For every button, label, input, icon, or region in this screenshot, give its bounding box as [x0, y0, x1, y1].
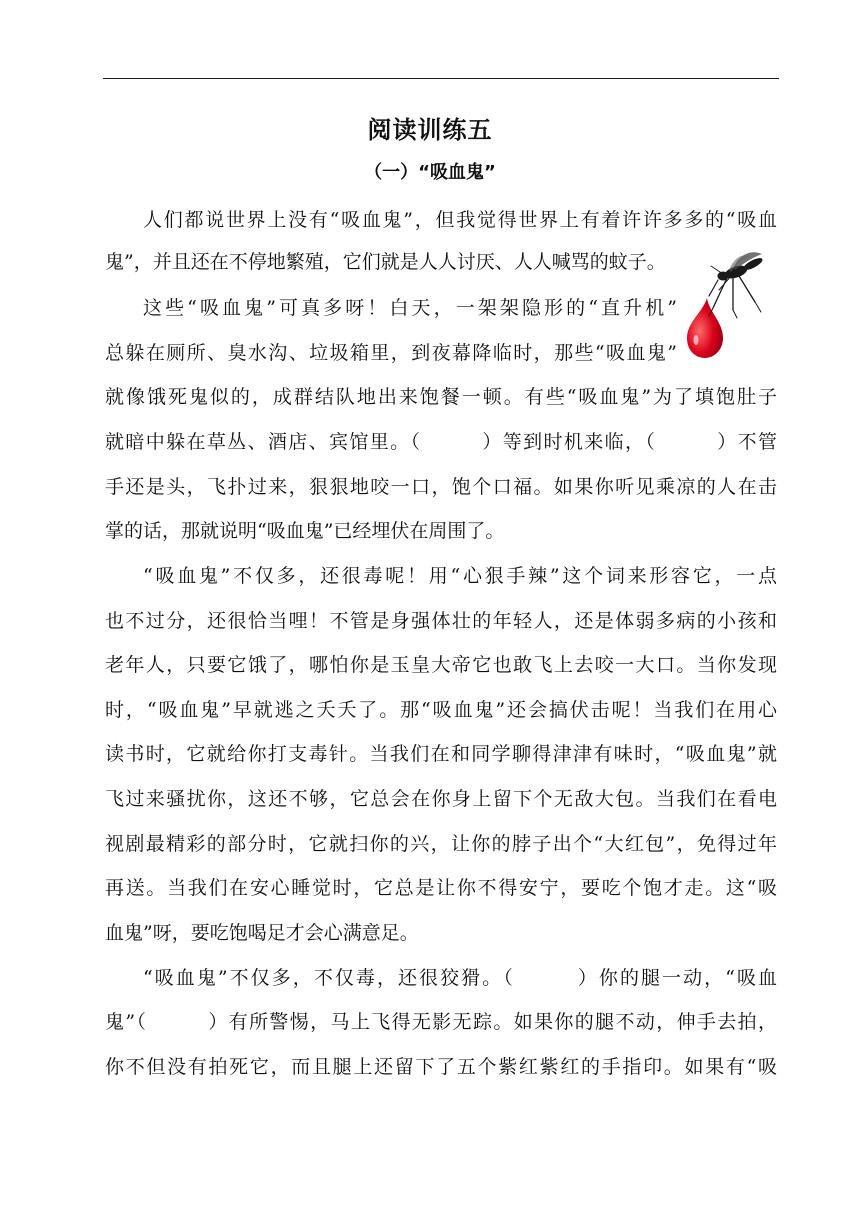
text-line: 老年人，只要它饿了，哪怕你是玉皇大帝它也敢飞上去咬一大口。当你发现: [105, 654, 777, 676]
header-rule: [103, 78, 779, 79]
text-line: 鬼”（ ）有所警惕，马上飞得无影无踪。如果你的腿不动，伸手去拍，: [105, 1011, 777, 1033]
article-subtitle: （一）“吸血鬼”: [364, 162, 496, 183]
text-line: 掌的话，那就说明“吸血鬼”已经埋伏在周围了。: [105, 520, 505, 542]
text-line: 视剧最精彩的部分时，它就扫你的兴，让你的脖子出个“大红包”，免得过年: [105, 833, 777, 855]
text-line: 就像饿死鬼似的，成群结队地出来饱餐一顿。有些“吸血鬼”为了填饱肚子: [105, 386, 777, 408]
text-line: 你不但没有拍死它，而且腿上还留下了五个紫红紫红的手指印。如果有“吸: [105, 1056, 777, 1078]
text-line: “吸血鬼”不仅多，不仅毒，还很狡猾。（ ）你的腿一动，“吸血: [143, 967, 777, 989]
text-line: 读书时，它就给你打支毒针。当我们在和同学聊得津津有味时，“吸血鬼”就: [105, 743, 777, 765]
mosquito-blood-drop-icon: [683, 250, 765, 362]
text-line: “吸血鬼”不仅多，还很毒呢！用“心狠手辣”这个词来形容它，一点: [143, 565, 777, 587]
text-line: 总躲在厕所、臭水沟、垃圾箱里，到夜幕降临时，那些“吸血鬼”: [105, 342, 677, 364]
text-line: 再送。当我们在安心睡觉时，它总是让你不得安宁，要吃个饱才走。这“吸: [105, 877, 777, 899]
page-title: 阅读训练五: [367, 116, 493, 144]
text-line: 这些“吸血鬼”可真多呀！白天，一架架隐形的“直升机”: [143, 297, 677, 319]
text-line: 就暗中躲在草丛、酒店、宾馆里。（ ）等到时机来临，（ ）不管: [105, 431, 777, 453]
text-line: 飞过来骚扰你，这还不够，它总会在你身上留下个无敌大包。当我们在看电: [105, 788, 777, 810]
text-line: 人们都说世界上没有“吸血鬼”，但我觉得世界上有着许许多多的“吸血: [143, 209, 777, 231]
text-line: 鬼”，并且还在不停地繁殖，它们就是人人讨厌、人人喊骂的蚊子。: [105, 251, 666, 273]
text-line: 血鬼”呀，要吃饱喝足才会心满意足。: [105, 922, 419, 944]
text-line: 也不过分，还很恰当哩！不管是身强体壮的年轻人，还是体弱多病的小孩和: [105, 610, 777, 632]
text-line: 时，“吸血鬼”早就逃之夭夭了。那“吸血鬼”还会搞伏击呢！当我们在用心: [105, 699, 777, 721]
text-line: 手还是头，飞扑过来，狠狠地咬一口，饱个口福。如果你听见乘凉的人在击: [105, 476, 777, 498]
